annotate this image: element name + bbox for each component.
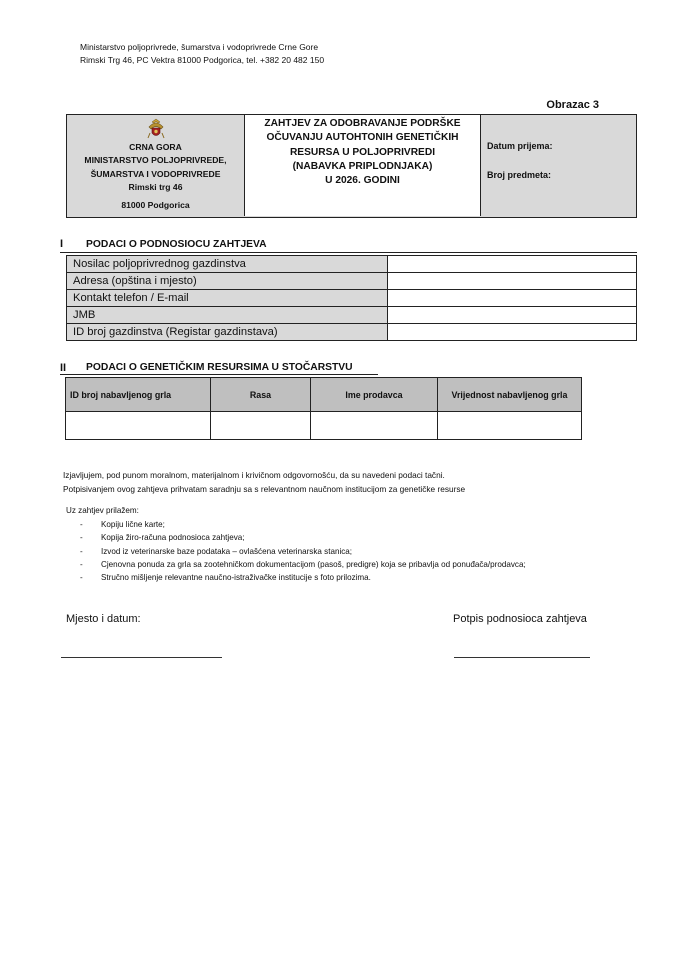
- form-title-line: RESURSA U POLJOPRIVREDI: [289, 146, 436, 158]
- enclosures-list: [80, 518, 526, 584]
- bullet-dash: -: [80, 520, 83, 529]
- animal-value-cell[interactable]: [438, 412, 582, 440]
- ministry-header: [80, 41, 324, 67]
- table-row: [67, 290, 637, 307]
- column-header: Vrijednost nabavljenog grla: [438, 378, 582, 412]
- animal-id-cell[interactable]: [66, 412, 211, 440]
- list-item: [80, 531, 526, 544]
- coat-of-arms-icon: [145, 118, 167, 140]
- list-item-text: Izvod iz veterinarske baze podataka – ovlašćena veterinarska stanica;: [101, 546, 353, 556]
- column-header: ID broj nabavljenog grla: [66, 378, 211, 412]
- form-title: [245, 115, 481, 216]
- issuer-line: ŠUMARSTVA I VODOPRIVREDE: [90, 168, 221, 179]
- list-item: [80, 545, 526, 558]
- form-title-line: ZAHTJEV ZA ODOBRAVANJE PODRŠKE: [264, 118, 461, 129]
- section-1-number: I: [60, 238, 64, 250]
- declaration-line: Potpisivanjem ovog zahtjeva prihvatam saradnju sa s relevantnom naučnom institucijom za genetičke resurse: [63, 483, 466, 494]
- section-1-title: PODACI O PODNOSIOCU ZAHTJEVA: [86, 239, 267, 250]
- field-label: Adresa (opština i mjesto): [67, 273, 388, 290]
- declaration-line: Izjavljujem, pod punom moralnom, materijalnom i krivičnom odgovornošću, da su navedeni podaci tačni.: [63, 470, 445, 480]
- list-item-text: Stručno mišljenje relevantne naučno-istraživačke institucije s foto prilozima.: [101, 573, 371, 583]
- list-item-text: Kopija žiro-računa podnosioca zahtjeva;: [101, 533, 245, 543]
- place-date-line[interactable]: [61, 657, 222, 658]
- place-date-label: Mjesto i datum:: [66, 613, 141, 625]
- address-field[interactable]: [388, 273, 637, 290]
- field-label: Kontakt telefon / E-mail: [67, 290, 388, 307]
- received-date-label: Datum prijema:: [487, 141, 553, 151]
- issuer-line: Rimski trg 46: [128, 181, 183, 192]
- declaration: [63, 469, 465, 496]
- case-number-label: Broj predmeta:: [487, 170, 552, 180]
- section-2-title: PODACI O GENETIČKIM RESURSIMA U STOČARSTVU: [86, 362, 353, 373]
- issuer-line: 81000 Podgorica: [121, 200, 190, 211]
- table-row: [67, 307, 637, 324]
- applicant-table: [66, 255, 637, 341]
- field-label: Nosilac poljoprivrednog gazdinstva: [67, 256, 388, 273]
- section-2-rule: [60, 374, 378, 375]
- seller-name-cell[interactable]: [311, 412, 438, 440]
- registry-block: [481, 115, 635, 216]
- form-title-line: OČUVANJU AUTOHTONIH GENETIČKIH: [266, 132, 459, 144]
- form-number: Obrazac 3: [546, 99, 599, 111]
- issuer-block: [67, 115, 245, 216]
- column-header: Rasa: [211, 378, 311, 412]
- holder-name-field[interactable]: [388, 256, 637, 273]
- form-title-line: U 2026. GODINI: [325, 175, 400, 187]
- section-2-number: II: [60, 362, 67, 374]
- form-title-line: (NABAVKA PRIPLODNJAKA): [292, 160, 433, 172]
- bullet-dash: -: [80, 573, 83, 583]
- genetic-resources-table: [65, 377, 582, 440]
- farm-id-field[interactable]: [388, 324, 637, 341]
- column-header: Ime prodavca: [311, 378, 438, 412]
- signature-line[interactable]: [454, 657, 590, 658]
- bullet-dash: -: [80, 533, 83, 543]
- field-label: JMB: [67, 307, 388, 324]
- list-item-text: Kopiju lične karte;: [101, 520, 165, 529]
- bullet-dash: -: [80, 546, 83, 556]
- list-item: [80, 571, 526, 584]
- contact-field[interactable]: [388, 290, 637, 307]
- issuer-line: MINISTARSTVO POLJOPRIVREDE,: [84, 155, 227, 166]
- ministry-name: Ministarstvo poljoprivrede, šumarstva i vodoprivrede Crne Gore: [80, 42, 319, 52]
- enclosures-title: Uz zahtjev prilažem:: [66, 506, 139, 515]
- list-item-text: Cjenovna ponuda za grla sa zootehničkom dokumentacijom (pasoš, predigre) koja se pribavlja od ponuđača/prodavca;: [101, 559, 526, 569]
- list-item: [80, 558, 526, 571]
- jmb-field[interactable]: [388, 307, 637, 324]
- breed-cell[interactable]: [211, 412, 311, 440]
- field-label: ID broj gazdinstva (Registar gazdinstava): [67, 324, 388, 341]
- ministry-address: Rimski Trg 46, PC Vektra 81000 Podgorica, tel. +382 20 482 150: [80, 55, 325, 65]
- title-box: [66, 114, 637, 218]
- table-row: [67, 324, 637, 341]
- table-row: [66, 412, 582, 440]
- issuer-line: CRNA GORA: [129, 142, 182, 152]
- section-1-rule: [60, 252, 637, 253]
- table-header-row: [66, 378, 582, 412]
- table-row: [67, 273, 637, 290]
- applicant-signature-label: Potpis podnosioca zahtjeva: [453, 613, 587, 625]
- list-item: [80, 518, 526, 531]
- table-row: [67, 256, 637, 273]
- bullet-dash: -: [80, 559, 83, 569]
